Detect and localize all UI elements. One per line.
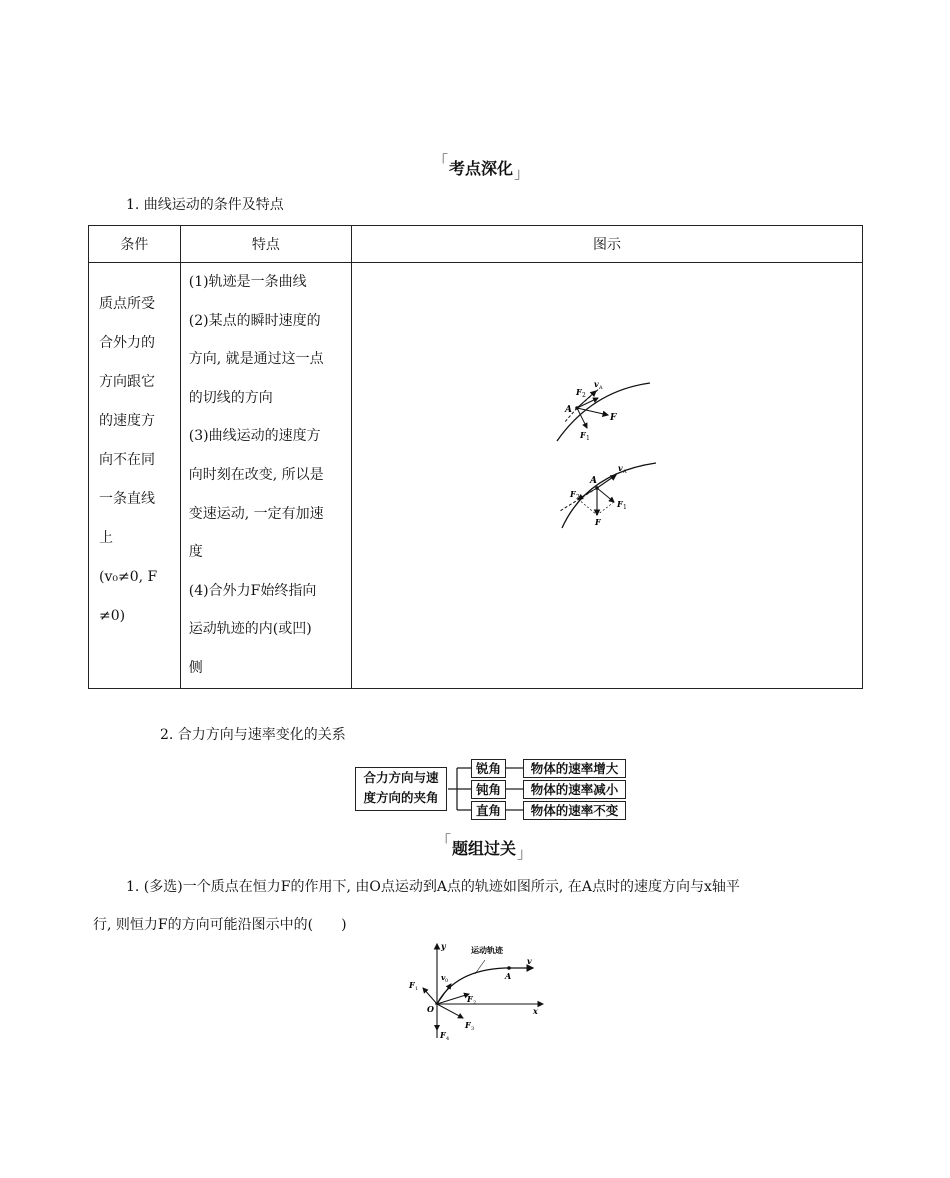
label-v-sub: A	[599, 385, 603, 391]
velocity-arrow	[597, 475, 616, 488]
condition-line: 方向跟它	[99, 374, 155, 390]
table-row	[89, 263, 863, 689]
feature-line: 方向, 就是通过这一点	[188, 351, 324, 368]
parallelogram-dashed	[597, 502, 614, 515]
angle-right-box: 直角	[471, 801, 506, 820]
label-trajectory: 运动轨迹	[471, 945, 503, 955]
condition-cell	[89, 263, 181, 689]
relation-diagram	[355, 759, 627, 819]
condition-line: 质点所受	[99, 296, 155, 312]
point-a	[575, 406, 579, 410]
label-a: A	[505, 971, 512, 981]
question-line-2: 行, 则恒力F的方向可能沿图示中的( )	[93, 917, 347, 933]
feature-line: 运动轨迹的内(或凹)	[188, 621, 312, 638]
angle-obtuse-box: 钝角	[471, 780, 506, 799]
label-f1: F	[409, 980, 415, 990]
section-heading-exercises	[436, 832, 533, 863]
header-feature: 特点	[180, 226, 351, 263]
header-condition: 条件	[89, 226, 181, 263]
section-heading-text: 题组过关	[452, 839, 517, 858]
label-f3-sub: 3	[471, 1026, 475, 1032]
feature-line: 向时刻在改变, 所以是	[188, 466, 324, 483]
label-f4-sub: 4	[446, 1036, 450, 1042]
f1-arrow	[423, 988, 437, 1004]
condition-line: 上	[99, 530, 113, 546]
feature-line: 变速运动, 一定有加速	[188, 505, 324, 522]
point-a	[507, 966, 511, 970]
condition-line: 向不在同	[99, 452, 155, 468]
header-figure: 图示	[352, 226, 863, 263]
label-f2: F	[570, 489, 576, 499]
f3-arrow	[437, 1004, 463, 1018]
result-constant-box: 物体的速率不变	[523, 801, 626, 820]
label-o: O	[427, 1004, 434, 1014]
condition-line: 一条直线	[99, 491, 155, 507]
diagram-slow-down	[560, 463, 656, 528]
label-v: v	[594, 379, 599, 389]
condition-line: (v₀≠0, F	[99, 569, 158, 585]
feature-line: (1)轨迹是一条曲线	[188, 274, 307, 290]
force-component-f1-arrow	[597, 488, 614, 502]
feature-line: (4)合外力F始终指向	[188, 582, 317, 599]
v0-arrow	[437, 984, 451, 1004]
condition-line: 合外力的	[99, 335, 155, 351]
question-line-1: 1. (多选)一个质点在恒力F的作用下, 由O点运动到A点的轨迹如图所示, 在A点时的速度方向与x轴平	[126, 879, 740, 895]
label-f1-sub: 1	[623, 504, 627, 511]
force-component-f2-arrow	[578, 488, 597, 499]
label-x: x	[533, 1006, 538, 1016]
label-f3: F	[465, 1020, 471, 1030]
bracket-right: 」	[514, 164, 530, 182]
label-v: v	[618, 463, 623, 473]
question-figure	[405, 938, 555, 1046]
feature-line: 侧	[188, 659, 203, 676]
section-heading-deepen	[433, 152, 530, 183]
section-heading-text: 考点深化	[449, 159, 514, 178]
label-f1: F	[580, 430, 586, 440]
figure-cell	[352, 263, 863, 689]
label-f1: F	[617, 499, 623, 509]
label-f4: F	[440, 1030, 446, 1040]
trajectory-curve	[437, 968, 533, 1004]
feature-line: (2)某点的瞬时速度的	[188, 312, 321, 329]
bracket-left: 「	[436, 832, 452, 850]
condition-line: ≠0)	[99, 608, 126, 624]
label-f2-sub: 2	[582, 392, 586, 399]
label-f1-sub: 1	[415, 986, 419, 992]
force-diagram	[352, 263, 862, 683]
label-v0: v	[441, 973, 446, 982]
point-a	[595, 486, 599, 490]
section-1-title: 1. 曲线运动的条件及特点	[126, 197, 284, 213]
bracket-right: 」	[517, 844, 533, 862]
label-f2-sub: 2	[473, 1000, 477, 1006]
condition-line: 的速度方	[99, 413, 155, 429]
label-f: F	[610, 413, 617, 423]
feature-cell	[180, 263, 351, 689]
label-f1-sub: 1	[586, 435, 590, 442]
diagram-speed-up	[557, 379, 650, 442]
angle-acute-box: 锐角	[471, 759, 506, 778]
label-v: v	[527, 956, 532, 966]
relation-root-line: 度方向的夹角	[363, 790, 439, 805]
table-header-row	[89, 226, 863, 263]
bracket-left: 「	[433, 152, 449, 170]
feature-line: (3)曲线运动的速度方	[188, 428, 321, 445]
label-f2: F	[576, 387, 582, 397]
label-v0-sub: 0	[445, 978, 449, 984]
label-y: y	[441, 941, 446, 951]
result-increase-box: 物体的速率增大	[523, 759, 626, 778]
label-a: A	[565, 405, 572, 415]
parallelogram-dashed	[578, 499, 597, 515]
conditions-table	[88, 225, 863, 689]
label-f: F	[595, 517, 601, 527]
label-f2: F	[467, 994, 473, 1004]
relation-root-box	[355, 767, 447, 811]
label-v-sub: A	[623, 469, 627, 475]
feature-line: 度	[188, 544, 203, 561]
label-f2-sub: 2	[576, 494, 580, 501]
feature-line: 的切线的方向	[188, 389, 273, 406]
label-a: A	[590, 476, 597, 486]
relation-root-line: 合力方向与速	[363, 770, 439, 785]
result-decrease-box: 物体的速率减小	[523, 780, 626, 799]
section-2-title: 2. 合力方向与速率变化的关系	[160, 727, 346, 743]
